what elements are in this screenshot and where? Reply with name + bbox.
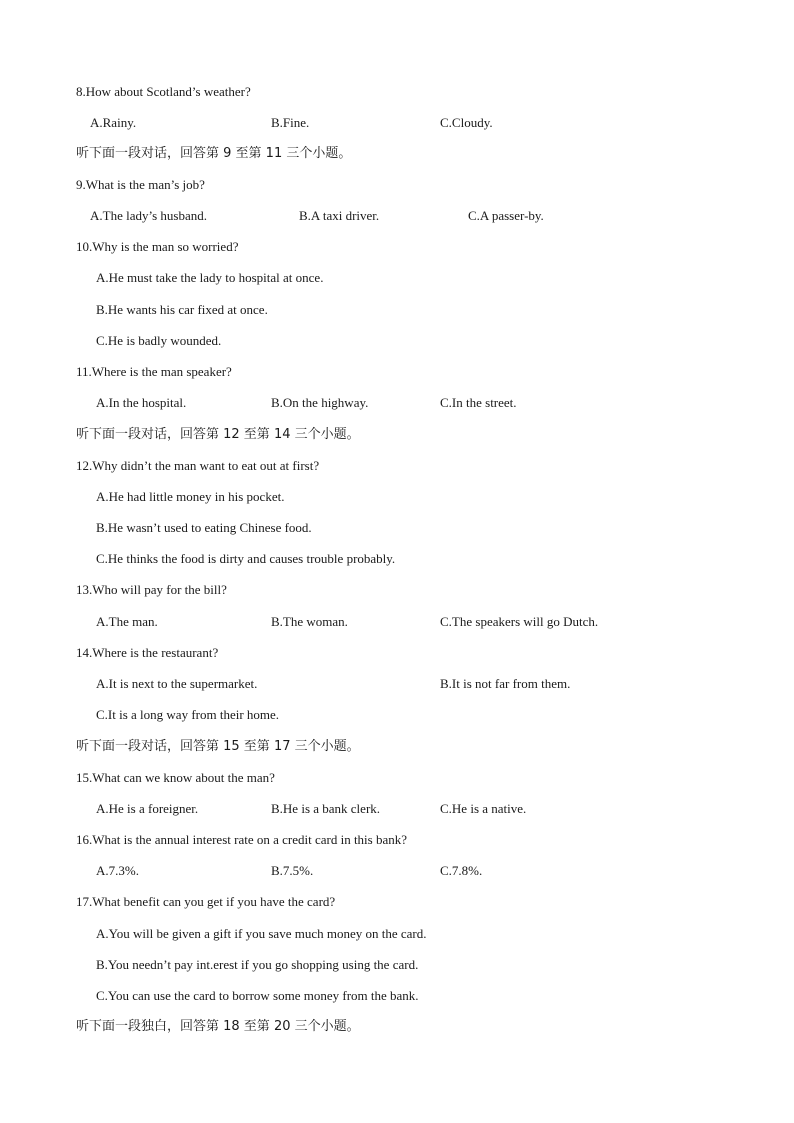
- question-12-option-b: B.He wasn’t used to eating Chinese food.: [96, 520, 312, 535]
- question-10-option-a: A.He must take the lady to hospital at once.: [96, 270, 324, 285]
- question-12-stem: 12.Why didn’t the man want to eat out at first?: [76, 458, 320, 473]
- question-10-option-c: C.He is badly wounded.: [96, 333, 222, 348]
- question-9-stem: 9.What is the man’s job?: [76, 177, 205, 192]
- question-9-option-b: B.A taxi driver.: [299, 208, 380, 223]
- question-8-stem: 8.How about Scotland’s weather?: [76, 84, 251, 99]
- question-13-option-b: B.The woman.: [271, 614, 348, 629]
- section-heading-18-20: 听下面一段独白，回答第 18 至第 20 三个小题。: [76, 1019, 360, 1034]
- question-9-option-a: A.The lady’s husband.: [90, 208, 207, 223]
- question-11-option-c: C.In the street.: [440, 395, 517, 410]
- question-17-stem: 17.What benefit can you get if you have the card?: [76, 894, 336, 909]
- question-11-option-b: B.On the highway.: [271, 395, 369, 410]
- question-15-option-c: C.He is a native.: [440, 801, 527, 816]
- question-13-option-a: A.The man.: [96, 614, 158, 629]
- question-17-option-a: A.You will be given a gift if you save much money on the card.: [96, 926, 427, 941]
- question-15-option-b: B.He is a bank clerk.: [271, 801, 381, 816]
- question-16-option-a: A.7.3%.: [96, 863, 139, 878]
- question-15-stem: 15.What can we know about the man?: [76, 770, 275, 785]
- section-heading-12-14: 听下面一段对话，回答第 12 至第 14 三个小题。: [76, 427, 360, 442]
- question-16-option-b: B.7.5%.: [271, 863, 314, 878]
- question-16-option-c: C.7.8%.: [440, 863, 483, 878]
- section-heading-9-11: 听下面一段对话，回答第 9 至第 11 三个小题。: [76, 146, 352, 161]
- question-9-option-c: C.A passer-by.: [468, 208, 544, 223]
- section-heading-15-17: 听下面一段对话，回答第 15 至第 17 三个小题。: [76, 739, 360, 754]
- question-10-option-b: B.He wants his car fixed at once.: [96, 302, 268, 317]
- question-14-stem: 14.Where is the restaurant?: [76, 645, 219, 660]
- question-15-option-a: A.He is a foreigner.: [96, 801, 199, 816]
- question-14-option-c: C.It is a long way from their home.: [96, 707, 280, 722]
- question-17-option-b: B.You needn’t pay int.erest if you go shopping using the card.: [96, 957, 419, 972]
- question-11-stem: 11.Where is the man speaker?: [76, 364, 232, 379]
- question-8-option-b: B.Fine.: [271, 115, 310, 130]
- question-13-stem: 13.Who will pay for the bill?: [76, 582, 227, 597]
- question-16-stem: 16.What is the annual interest rate on a credit card in this bank?: [76, 832, 408, 847]
- question-12-option-a: A.He had little money in his pocket.: [96, 489, 285, 504]
- question-14-option-b: B.It is not far from them.: [440, 676, 571, 691]
- question-10-stem: 10.Why is the man so worried?: [76, 239, 239, 254]
- question-8-option-c: C.Cloudy.: [440, 115, 493, 130]
- question-13-option-c: C.The speakers will go Dutch.: [440, 614, 599, 629]
- question-17-option-c: C.You can use the card to borrow some money from the bank.: [96, 988, 419, 1003]
- question-8-option-a: A.Rainy.: [90, 115, 137, 130]
- question-11-option-a: A.In the hospital.: [96, 395, 187, 410]
- question-12-option-c: C.He thinks the food is dirty and causes trouble probably.: [96, 551, 396, 566]
- question-14-option-a: A.It is next to the supermarket.: [96, 676, 258, 691]
